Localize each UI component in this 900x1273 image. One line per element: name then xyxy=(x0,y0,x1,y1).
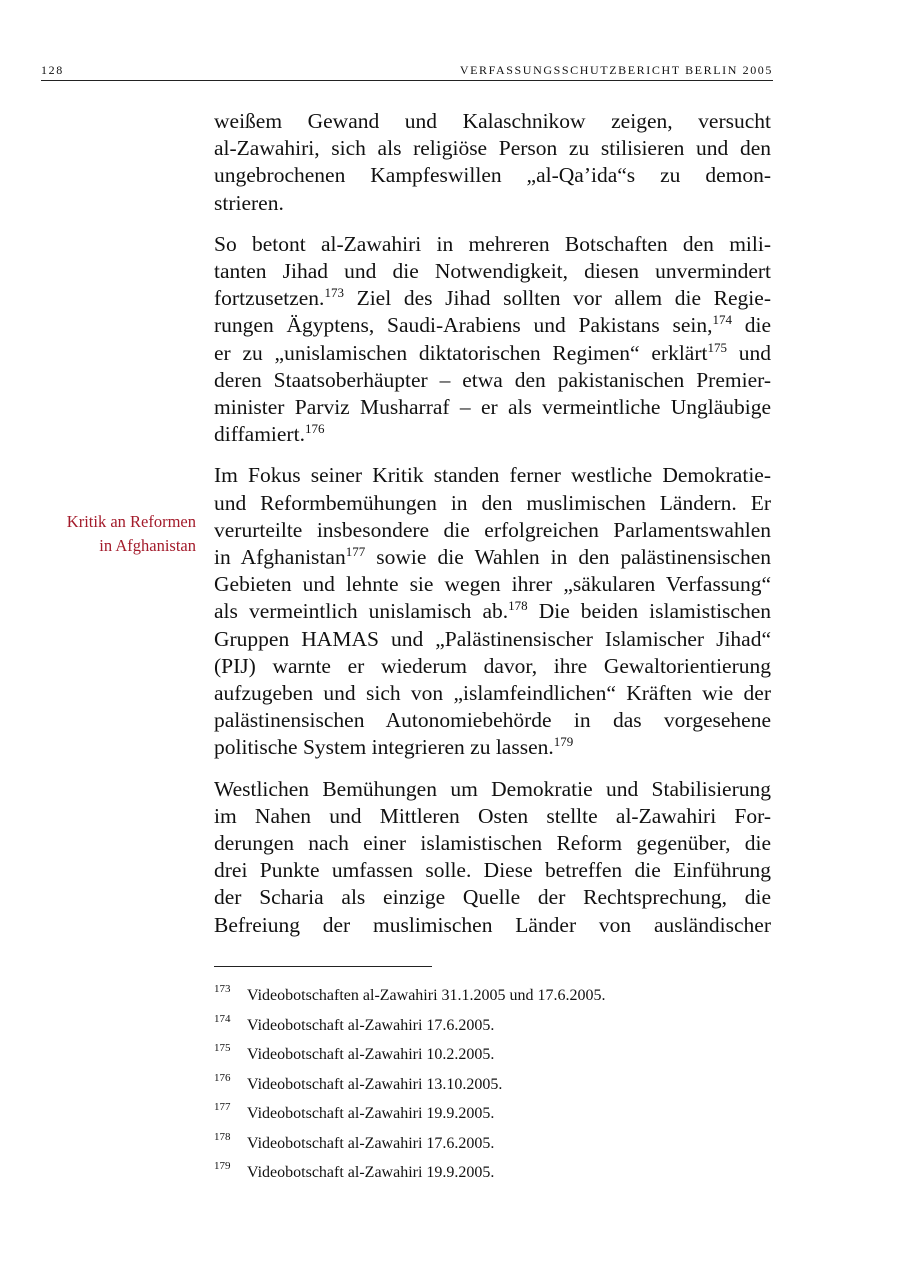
text-run: Ziel des Jihad sollten vor allem die Regie- xyxy=(343,286,771,311)
footnote-number: 177 xyxy=(214,1101,231,1113)
text-run: fortzusetzen. xyxy=(214,286,325,311)
footnote-divider xyxy=(214,966,432,967)
footnote xyxy=(214,1013,774,1043)
text-run: und xyxy=(726,340,772,365)
footnote-text: Videobotschaft al-Zawahiri 17.6.2005. xyxy=(247,1016,495,1034)
footnote xyxy=(214,1042,774,1072)
text-line: So betont al-Zawahiri in mehreren Botschaften den mili- xyxy=(214,231,771,256)
running-header xyxy=(41,60,773,81)
footnote xyxy=(214,1160,774,1190)
text-line: palästinensischen Autonomiebehörde in das vorgesehene xyxy=(214,708,771,733)
footnote-ref: 173 xyxy=(324,285,344,301)
text-line: tanten Jihad und die Notwendigkeit, diesen unvermindert xyxy=(214,259,771,284)
text-line: im Nahen und Mittleren Osten stellte al-Zawahiri For- xyxy=(214,803,771,828)
footnote-number: 179 xyxy=(214,1160,231,1172)
text-line: Gebieten und lehnte sie wegen ihrer „säkularen Verfassung“ xyxy=(214,572,771,597)
text-run: diffamiert. xyxy=(214,422,305,447)
footnote-ref: 176 xyxy=(304,421,325,437)
footnote-text: Videobotschaft al-Zawahiri 19.9.2005. xyxy=(247,1105,495,1122)
footnote-number: 178 xyxy=(214,1130,231,1143)
margin-note-line: in Afghanistan xyxy=(99,536,196,555)
footnotes xyxy=(214,983,774,1190)
paragraph-3 xyxy=(214,462,771,761)
text-run: sowie die Wahlen in den palästinensischen xyxy=(365,545,771,570)
text-run: rungen Ägyptens, Saudi-Arabiens und Pakistans sein, xyxy=(214,313,713,338)
text-line: deren Staatsoberhäupter – etwa den pakistanischen Premier- xyxy=(214,367,771,392)
footnote-text: Videobotschaft al-Zawahiri 19.9.2005. xyxy=(247,1164,495,1181)
footnote-number: 176 xyxy=(214,1071,231,1084)
footnote xyxy=(214,1101,774,1131)
text-line: weißem Gewand und Kalaschnikow zeigen, versucht xyxy=(214,109,771,133)
text-line: drei Punkte umfassen solle. Diese betreffen die Einführung xyxy=(214,858,771,883)
text-run: die xyxy=(731,313,771,338)
page-number: 128 xyxy=(41,63,64,77)
running-title: VERFASSUNGSSCHUTZBERICHT BERLIN 2005 xyxy=(459,63,773,77)
footnote-ref: 179 xyxy=(553,734,574,750)
footnote-ref: 177 xyxy=(345,544,366,560)
paragraph-4 xyxy=(214,776,771,939)
text-line: al-Zawahiri, sich als religiöse Person zu stilisieren und den xyxy=(214,136,771,161)
text-line xyxy=(214,544,771,571)
text-run: in Afghanistan xyxy=(214,545,346,570)
paragraph-1 xyxy=(214,108,771,217)
footnote-text: Videobotschaften al-Zawahiri 31.1.2005 und 17.6.2005. xyxy=(247,987,606,1004)
footnote-text: Videobotschaft al-Zawahiri 17.6.2005. xyxy=(247,1134,495,1152)
text-run: er zu „unislamischen diktatorischen Regimen“ erklärt xyxy=(214,340,708,365)
margin-note-line: Kritik an Reformen xyxy=(66,512,196,531)
text-run: politische System integrieren zu lassen. xyxy=(214,735,554,760)
text-line: Im Fokus seiner Kritik standen ferner westliche Demokratie- xyxy=(214,463,771,488)
paragraph-2 xyxy=(214,231,771,449)
text-line: Befreiung der muslimischen Länder von ausländischer xyxy=(214,912,771,937)
body-text xyxy=(214,108,771,953)
text-line xyxy=(214,421,771,448)
text-line: (PIJ) warnte er wiederum davor, ihre Gewaltorientierung xyxy=(214,653,771,678)
text-line xyxy=(214,312,771,339)
text-line: Westlichen Bemühungen um Demokratie und Stabilisierung xyxy=(214,776,771,801)
footnote-ref: 174 xyxy=(712,312,732,328)
margin-note xyxy=(67,510,196,558)
footnote-text: Videobotschaft al-Zawahiri 10.2.2005. xyxy=(247,1046,495,1063)
text-line: ungebrochenen Kampfeswillen „al-Qa’ida“s zu demon- xyxy=(214,163,771,188)
text-line: Gruppen HAMAS und „Palästinensischer Islamischer Jihad“ xyxy=(214,626,771,651)
text-run: als vermeintlich unislamisch ab. xyxy=(214,599,509,624)
text-line xyxy=(214,598,771,625)
footnote-number: 173 xyxy=(214,983,231,995)
footnote xyxy=(214,983,774,1013)
footnote xyxy=(214,1131,774,1161)
footnote-number: 175 xyxy=(214,1042,231,1054)
text-line xyxy=(214,340,771,367)
text-line: verurteilte insbesondere die erfolgreichen Parlamentswahlen xyxy=(214,517,771,542)
footnote-number: 174 xyxy=(214,1012,231,1025)
text-run: Die beiden islamistischen xyxy=(527,599,771,624)
footnote-text: Videobotschaft al-Zawahiri 13.10.2005. xyxy=(247,1075,503,1093)
text-line: strieren. xyxy=(214,190,284,215)
footnote xyxy=(214,1072,774,1102)
text-line: aufzugeben und sich von „islamfeindlichen“ Kräften wie der xyxy=(214,681,771,706)
footnote-ref: 175 xyxy=(707,339,727,355)
text-line: minister Parviz Musharraf – er als vermeintliche Ungläubige xyxy=(214,395,771,420)
footnote-ref: 178 xyxy=(508,598,528,614)
text-line xyxy=(214,285,771,312)
text-line: derungen nach einer islamistischen Reform gegenüber, die xyxy=(214,831,771,856)
text-line: der Scharia als einzige Quelle der Rechtsprechung, die xyxy=(214,885,771,910)
text-line xyxy=(214,734,771,761)
text-line: und Reformbemühungen in den muslimischen Ländern. Er xyxy=(214,490,771,515)
